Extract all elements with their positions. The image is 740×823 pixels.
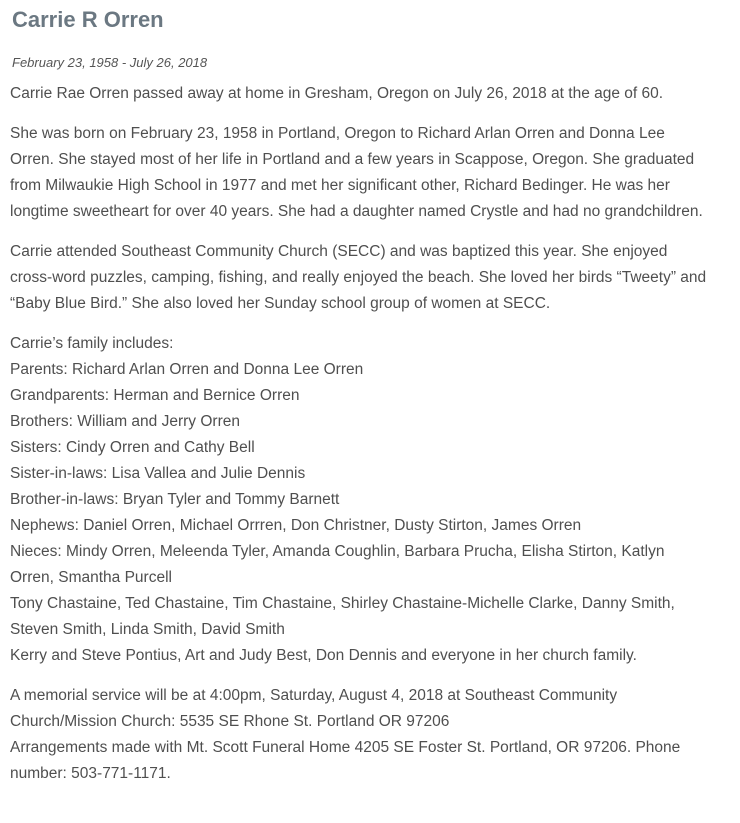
family-line-nephews: Nephews: Daniel Orren, Michael Orrren, Don Christner, Dusty Stirton, James Orren [10, 517, 582, 534]
family-line-brothers: Brothers: William and Jerry Orren [10, 413, 240, 430]
family-line-sisters: Sisters: Cindy Orren and Cathy Bell [10, 439, 255, 456]
bio-line: Orren. She stayed most of her life in Portland and a few years in Scappose, Oregon. She graduated [10, 151, 695, 168]
intro-paragraph [10, 81, 735, 107]
family-line-friends: Kerry and Steve Pontius, Art and Judy Best, Don Dennis and everyone in her church family. [10, 647, 637, 664]
obituary [10, 6, 735, 787]
intro-line: Carrie Rae Orren passed away at home in Gresham, Oregon on July 26, 2018 at the age of 60. [10, 85, 664, 102]
church-paragraph [10, 239, 735, 317]
family-paragraph [10, 331, 735, 669]
family-line-brother-in-laws: Brother-in-laws: Bryan Tyler and Tommy Barnett [10, 491, 340, 508]
church-line: “Baby Blue Bird.” She also loved her Sunday school group of women at SECC. [10, 295, 551, 312]
family-line-nieces: Nieces: Mindy Orren, Meleenda Tyler, Amanda Coughlin, Barbara Prucha, Elisha Stirton, Katlyn [10, 543, 665, 560]
family-line-sister-in-laws: Sister-in-laws: Lisa Vallea and Julie Dennis [10, 465, 306, 482]
family-heading: Carrie’s family includes: [10, 335, 174, 352]
bio-line: from Milwaukie High School in 1977 and met her significant other, Richard Bedinger. He was her [10, 177, 670, 194]
service-paragraph [10, 683, 735, 787]
service-line: A memorial service will be at 4:00pm, Saturday, August 4, 2018 at Southeast Community [10, 687, 618, 704]
family-line-grandparents: Grandparents: Herman and Bernice Orren [10, 387, 300, 404]
page-title: Carrie R Orren [12, 7, 164, 32]
family-line-parents: Parents: Richard Arlan Orren and Donna Lee Orren [10, 361, 364, 378]
family-line-others: Tony Chastaine, Ted Chastaine, Tim Chastaine, Shirley Chastaine-Michelle Clarke, Danny Smith, [10, 595, 675, 612]
service-line: number: 503-771-1171. [10, 765, 171, 782]
church-line: Carrie attended Southeast Community Church (SECC) and was baptized this year. She enjoyed [10, 243, 668, 260]
family-line-others-cont: Steven Smith, Linda Smith, David Smith [10, 621, 285, 638]
bio-paragraph [10, 121, 735, 225]
church-line: cross-word puzzles, camping, fishing, and really enjoyed the beach. She loved her birds “Tweety” and [10, 269, 707, 286]
bio-line: She was born on February 23, 1958 in Portland, Oregon to Richard Arlan Orren and Donna Lee [10, 125, 665, 142]
bio-line: longtime sweetheart for over 40 years. She had a daughter named Crystle and had no grandchildren. [10, 203, 703, 220]
service-line: Church/Mission Church: 5535 SE Rhone St. Portland OR 97206 [10, 713, 450, 730]
family-line-nieces-cont: Orren, Smantha Purcell [10, 569, 172, 586]
life-dates: February 23, 1958 - July 26, 2018 [12, 55, 208, 70]
service-line: Arrangements made with Mt. Scott Funeral Home 4205 SE Foster St. Portland, OR 97206. Phone [10, 739, 681, 756]
